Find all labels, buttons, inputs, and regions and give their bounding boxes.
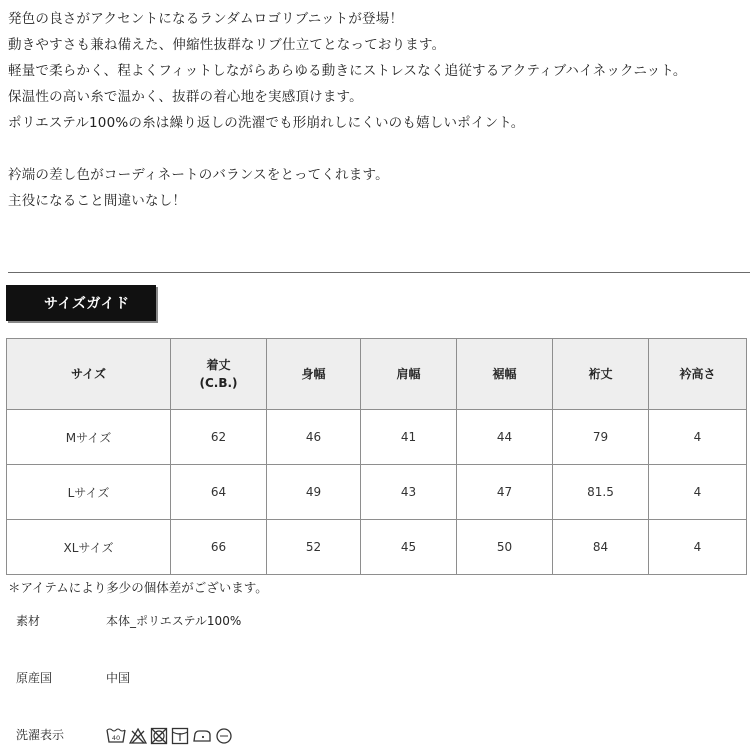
table-cell: 46 (267, 410, 361, 465)
dry-clean-icon (215, 727, 233, 745)
spec-label: 原産国 (16, 671, 53, 685)
header-hem-width: 裾幅 (457, 339, 553, 410)
table-cell: 4 (649, 465, 747, 520)
table-cell: 50 (457, 520, 553, 575)
product-description (8, 6, 748, 214)
table-header-row (7, 339, 747, 410)
header-sleeve-length: 裄丈 (553, 339, 649, 410)
table-cell: Lサイズ (7, 465, 171, 520)
care-symbols (106, 727, 233, 745)
description-line: 動きやすさも兼ね備えた、伸縮性抜群なリブ仕立てとなっております。 (8, 37, 446, 53)
table-cell: 79 (553, 410, 649, 465)
spec-label: 洗濯表示 (16, 728, 65, 742)
table-cell: 43 (361, 465, 457, 520)
description-line: ポリエステル100%の糸は繰り返しの洗濯でも形崩れしにくいのも嬉しいポイント。 (8, 115, 525, 131)
no-tumble-dry-icon (150, 727, 168, 745)
table-cell: 4 (649, 410, 747, 465)
table-row (7, 465, 747, 520)
description-line: 衿端の差し色がコーディネートのバランスをとってくれます。 (8, 167, 389, 183)
spec-label: 素材 (16, 614, 41, 628)
description-line: 主役になること間違いなし！ (8, 193, 187, 209)
header-collar-height: 衿高さ (649, 339, 747, 410)
table-cell: 52 (267, 520, 361, 575)
no-bleach-icon (129, 727, 147, 745)
description-line: 保温性の高い糸で温かく、抜群の着心地を実感頂けます。 (8, 89, 363, 105)
header-length (171, 339, 267, 410)
table-cell: 49 (267, 465, 361, 520)
table-cell: 62 (171, 410, 267, 465)
spec-value: 中国 (106, 671, 131, 685)
table-cell: XLサイズ (7, 520, 171, 575)
wash-temp-label: 40 (111, 734, 121, 742)
size-guide-title: サイズガイド (6, 285, 156, 321)
table-row (7, 520, 747, 575)
table-cell: 64 (171, 465, 267, 520)
table-cell: 81.5 (553, 465, 649, 520)
table-cell: Mサイズ (7, 410, 171, 465)
header-size: サイズ (7, 339, 171, 410)
individual-difference-note: ＊アイテムにより多少の個体差がございます。 (8, 580, 268, 595)
iron-low-icon (192, 727, 212, 745)
line-dry-icon (171, 727, 189, 745)
description-line: 発色の良さがアクセントになるランダムロゴリブニットが登場！ (8, 11, 404, 27)
table-cell: 44 (457, 410, 553, 465)
table-cell: 45 (361, 520, 457, 575)
wash-40-icon (106, 727, 126, 745)
section-divider (8, 272, 750, 273)
table-cell: 66 (171, 520, 267, 575)
spec-value: 本体_ポリエステル100% (106, 614, 242, 628)
size-table (6, 338, 747, 575)
header-shoulder-width: 肩幅 (361, 339, 457, 410)
table-cell: 84 (553, 520, 649, 575)
table-row (7, 410, 747, 465)
description-line: 軽量で柔らかく、程よくフィットしながらあらゆる動きにストレスなく追従するアクティブハイネックニット。 (8, 63, 687, 79)
header-length-label: 着丈 (C.B.) (199, 358, 238, 390)
header-body-width: 身幅 (267, 339, 361, 410)
table-cell: 4 (649, 520, 747, 575)
table-cell: 47 (457, 465, 553, 520)
table-cell: 41 (361, 410, 457, 465)
